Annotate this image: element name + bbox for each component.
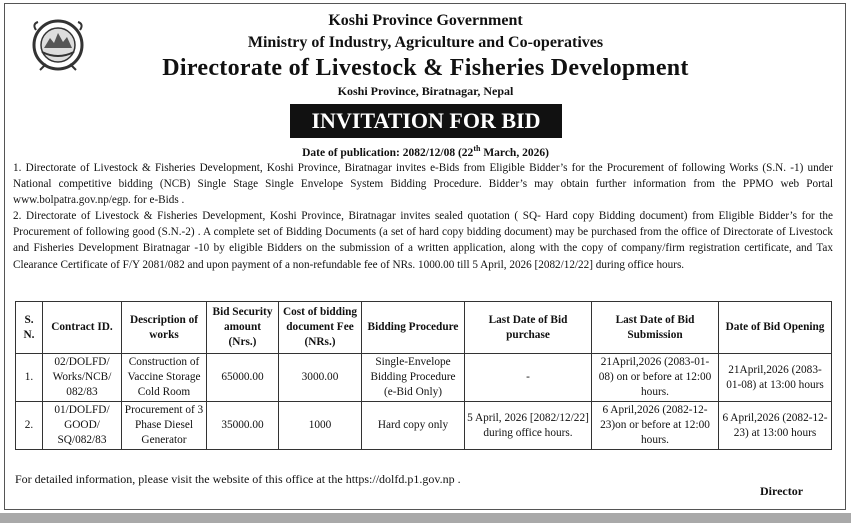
- cell-description: Procurement of 3 Phase Diesel Generator: [122, 402, 207, 450]
- directorate-title: Directorate of Livestock & Fisheries Development: [162, 55, 689, 81]
- header-document-fee: Cost of bidding document Fee (NRs.): [279, 302, 362, 354]
- header-bid-security: Bid Security amount (Nrs.): [207, 302, 279, 354]
- invitation-banner: INVITATION FOR BID: [290, 104, 562, 138]
- cell-contract-id: 01/DOLFD/ GOOD/ SQ/082/83: [43, 402, 122, 450]
- cell-last-purchase: -: [465, 354, 592, 402]
- header-description: Description of works: [122, 302, 207, 354]
- cell-bid-security: 35000.00: [207, 402, 279, 450]
- cell-bid-security: 65000.00: [207, 354, 279, 402]
- cell-bidding-procedure: Single-Envelope Bidding Procedure (e-Bid Only): [362, 354, 465, 402]
- header-last-submission: Last Date of Bid Submission: [592, 302, 719, 354]
- header-sn: S. N.: [16, 302, 43, 354]
- header-opening: Date of Bid Opening: [719, 302, 832, 354]
- cell-opening: 6 April,2026 (2082-12-23) at 13:00 hours: [719, 402, 832, 450]
- cell-sn: 2.: [16, 402, 43, 450]
- cell-document-fee: 1000: [279, 402, 362, 450]
- cell-contract-id: 02/DOLFD/ Works/NCB/ 082/83: [43, 354, 122, 402]
- cell-last-submission: 6 April,2026 (2082-12-23)on or before at 12:00 hours.: [592, 402, 719, 450]
- cell-bidding-procedure: Hard copy only: [362, 402, 465, 450]
- table-header-row: [16, 302, 832, 354]
- cell-last-submission: 21April,2026 (2083-01-08) on or before at 12:00 hours.: [592, 354, 719, 402]
- bid-table: [15, 301, 832, 450]
- ministry-title: Ministry of Industry, Agriculture and Co-operatives: [247, 34, 604, 51]
- paragraph-works: 1. Directorate of Livestock & Fisheries Development, Koshi Province, Biratnagar invites e-Bids from Eligible Bidder’s for the Procurement of following Works (S.N. -1) under National competitive bidding (NCB) Single Stage Single Envelope System Bidding Procedure. Bidder’s may obtain further information from the PPMO web Portal www.bolpatra.gov.np/egp. for e-Bids .: [13, 162, 833, 207]
- cell-sn: 1.: [16, 354, 43, 402]
- cell-document-fee: 3000.00: [279, 354, 362, 402]
- cell-last-purchase: 5 April, 2026 [2082/12/22] during office hours.: [465, 402, 592, 450]
- signature-director: Director: [760, 484, 804, 498]
- paragraph-goods: 2. Directorate of Livestock & Fisheries Development, Koshi Province, Biratnagar invites sealed quotation ( SQ- Hard copy Bidding document) from Eligible Bidder’s for the Procurement of following good (S.N.-2) . A complete set of Bidding Documents (a set of hard copy bidding document) may be purchased from the office of Directorate of Livestock and Fisheries Development Biratnagar -10 by eligible Bidders on the submission of a written application, along with the copy of company/firm registration certificate, and Tax Clearance Certificate of F/Y 2081/082 and upon payment of a non-refundable fee of NRs. 1000.00 till 5 April, 2026 [2082/12/22] during office hours.: [13, 210, 833, 271]
- header-bidding-procedure: Bidding Procedure: [362, 302, 465, 354]
- footer-website-info: For detailed information, please visit the website of this office at the https://dolfd.p1.gov.np .: [15, 472, 461, 486]
- publication-date: Date of publication: 2082/12/08 (22th March, 2026): [302, 144, 549, 159]
- bottom-bar: [0, 513, 851, 523]
- table-row: [16, 402, 832, 450]
- header-contract-id: Contract ID.: [43, 302, 122, 354]
- header-last-purchase: Last Date of Bid purchase: [465, 302, 592, 354]
- table-row: [16, 354, 832, 402]
- cell-opening: 21April,2026 (2083-01-08) at 13:00 hours: [719, 354, 832, 402]
- cell-description: Construction of Vaccine Storage Cold Room: [122, 354, 207, 402]
- office-address: Koshi Province, Biratnagar, Nepal: [337, 84, 514, 98]
- government-title: Koshi Province Government: [328, 12, 523, 29]
